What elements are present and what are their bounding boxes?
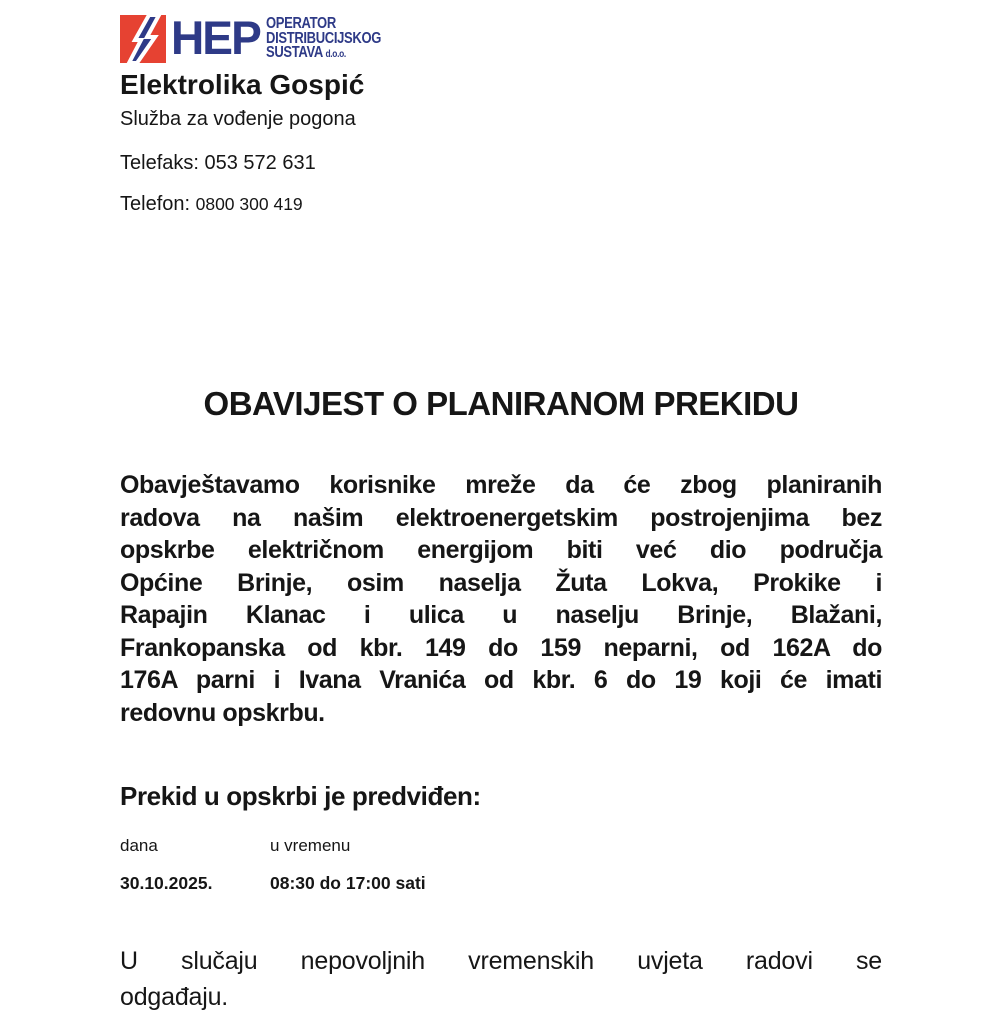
logo-doo-suffix: d.o.o.: [325, 49, 346, 60]
hep-logo: [120, 11, 882, 66]
schedule-date: 30.10.2025.: [120, 873, 213, 893]
hep-logo-mark: [120, 14, 168, 65]
logo-operator-line1: OPERATOR: [265, 15, 336, 32]
schedule-heading: Prekid u opskrbi je predviđen:: [120, 781, 481, 811]
telefaks-line: [120, 151, 882, 175]
text-line: Općine Brinje, osim naselja Žuta Lokva, Prokike i: [120, 568, 882, 597]
logo-operator-line3: SUSTAVA d.o.o.: [265, 44, 346, 61]
text-line: redovnu opskrbu.: [120, 698, 325, 727]
notice-footer-paragraph: [120, 943, 882, 1015]
schedule-col-dana: dana: [120, 836, 158, 855]
telefon-line: [120, 192, 882, 216]
company-name: Elektrolika Gospić: [120, 69, 365, 100]
schedule-value-row: [120, 873, 882, 893]
telefaks-number: 053 572 631: [204, 152, 316, 174]
text-line: Frankopanska od kbr. 149 do 159 neparni, od 162A do: [120, 633, 882, 662]
telefon-label: Telefon:: [120, 193, 196, 215]
notice-title: OBAVIJEST O PLANIRANOM PREKIDU: [203, 385, 799, 422]
text-line: opskrbe električnom energijom biti već dio područja: [120, 536, 882, 564]
schedule-time: 08:30 do 17:00 sati: [270, 873, 426, 893]
text-line: Obavještavamo korisnike mreže da će zbog planiranih: [120, 471, 882, 499]
schedule-table: [120, 836, 882, 893]
logo-operator-text: [266, 14, 381, 63]
text-line: odgađaju.: [120, 983, 229, 1011]
telefon-number: 0800 300 419: [195, 194, 303, 214]
text-line: U slučaju nepovoljnih vremenskih uvjeta radovi se: [120, 947, 882, 975]
text-line: 176A parni i Ivana Vranića od kbr. 6 do 19 koji će imati: [120, 666, 882, 694]
logo-operator-line2: DISTRIBUCIJSKOG: [265, 29, 381, 47]
text-line: radova na našim elektroenergetskim postrojenjima bez: [120, 503, 882, 532]
notice-body-paragraph: [120, 469, 882, 729]
department-name: Služba za vođenje pogona: [120, 108, 356, 130]
text-line: Rapajin Klanac i ulica u naselju Brinje, Blažani,: [120, 601, 882, 629]
logo-brand-text: HEP: [171, 11, 260, 64]
schedule-header-row: [120, 836, 882, 856]
schedule-col-vrijeme: u vremenu: [270, 836, 351, 855]
telefaks-label: Telefaks:: [120, 152, 205, 174]
